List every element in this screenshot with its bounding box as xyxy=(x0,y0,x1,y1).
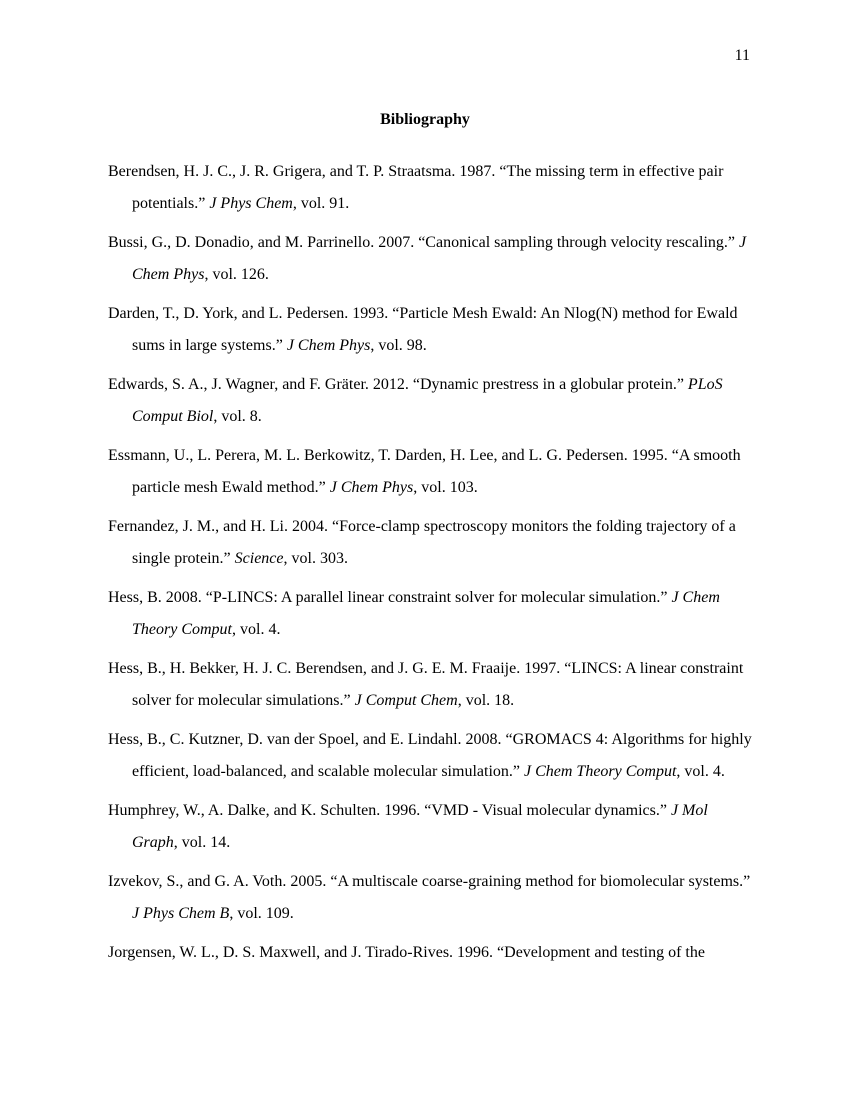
bib-entry-journal: J Chem Phys xyxy=(286,337,371,354)
bib-entry-journal: PLoS Comput Biol xyxy=(132,376,723,425)
bib-entry-text: Izvekov, S., and G. A. Voth. 2005. “A multiscale coarse-graining method for biomolecular systems.” xyxy=(108,873,751,890)
bib-entry-volume: , vol. 18. xyxy=(457,692,515,709)
bib-entry-volume: , vol. 109. xyxy=(229,905,294,922)
bib-entry-text: Hess, B., C. Kutzner, D. van der Spoel, and E. Lindahl. 2008. “GROMACS 4: Algorithms for highly efficient, load-balanced, and scalable molecular simulation.” xyxy=(108,731,752,780)
bib-entry-journal: J Chem Theory Comput xyxy=(523,763,677,780)
bib-entry-text: Berendsen, H. J. C., J. R. Grigera, and T. P. Straatsma. 1987. “The missing term in effective pair potentials.” xyxy=(108,163,724,212)
bib-entry-volume: , vol. 98. xyxy=(370,337,427,354)
page-number: 11 xyxy=(734,47,750,64)
bib-entry-volume: , vol. 303. xyxy=(283,550,348,567)
bib-entry-text: Jorgensen, W. L., D. S. Maxwell, and J. Tirado-Rives. 1996. “Development and testing of the xyxy=(108,944,705,961)
bib-entry xyxy=(108,298,752,362)
bib-entry-volume: , vol. 4. xyxy=(676,763,725,780)
bib-entry-text: Humphrey, W., A. Dalke, and K. Schulten. 1996. “VMD - Visual molecular dynamics.” xyxy=(108,802,671,819)
bib-entry xyxy=(108,582,752,646)
bib-entry xyxy=(108,795,752,859)
bib-entry-volume: , vol. 4. xyxy=(232,621,281,638)
bib-entry-volume: , vol. 103. xyxy=(413,479,478,496)
bib-entry xyxy=(108,156,752,220)
bib-entry-text: Edwards, S. A., J. Wagner, and F. Gräter. 2012. “Dynamic prestress in a globular protein.” xyxy=(108,376,688,393)
bib-entry xyxy=(108,511,752,575)
bib-entry-text: Essmann, U., L. Perera, M. L. Berkowitz, T. Darden, H. Lee, and L. G. Pedersen. 1995. “A smooth particle mesh Ewald method.” xyxy=(108,447,741,496)
bib-entry-text: Fernandez, J. M., and H. Li. 2004. “Force-clamp spectroscopy monitors the folding trajectory of a single protein.” xyxy=(108,518,736,567)
bib-entry-volume: , vol. 14. xyxy=(173,834,231,851)
bib-entry-text: Darden, T., D. York, and L. Pedersen. 1993. “Particle Mesh Ewald: An Nlog(N) method for Ewald sums in large systems.” xyxy=(108,305,738,354)
bib-entry xyxy=(108,369,752,433)
bib-entry-journal: J Chem Phys xyxy=(329,479,414,496)
bib-entry-volume: , vol. 126. xyxy=(204,266,269,283)
bib-entry-journal: J Chem Phys xyxy=(132,234,747,283)
bib-entry-journal: J Comput Chem xyxy=(354,692,458,709)
bib-entry xyxy=(108,724,752,788)
bibliography-heading: Bibliography xyxy=(380,111,470,128)
bib-entry xyxy=(108,937,752,969)
bib-entry-volume: , vol. 8. xyxy=(213,408,262,425)
bib-entry-text: Hess, B., H. Bekker, H. J. C. Berendsen, and J. G. E. M. Fraaije. 1997. “LINCS: A linear constraint solver for molecular simulations.” xyxy=(108,660,744,709)
bib-entry-journal: J Phys Chem B xyxy=(132,905,230,922)
bib-entry-journal: Science xyxy=(234,550,284,567)
bib-entry-text: Hess, B. 2008. “P-LINCS: A parallel linear constraint solver for molecular simulation.” xyxy=(108,589,672,606)
bib-entry xyxy=(108,440,752,504)
bib-entry-journal: J Mol Graph xyxy=(132,802,708,851)
bibliography-list xyxy=(108,156,752,976)
bib-entry xyxy=(108,653,752,717)
bib-entry-journal: J Phys Chem xyxy=(209,195,293,212)
bib-entry xyxy=(108,866,752,930)
bib-entry-volume: , vol. 91. xyxy=(292,195,350,212)
bib-entry-text: Bussi, G., D. Donadio, and M. Parrinello. 2007. “Canonical sampling through velocity rescaling.” xyxy=(108,234,739,251)
bib-entry-journal: J Chem Theory Comput xyxy=(132,589,720,638)
bib-entry xyxy=(108,227,752,291)
